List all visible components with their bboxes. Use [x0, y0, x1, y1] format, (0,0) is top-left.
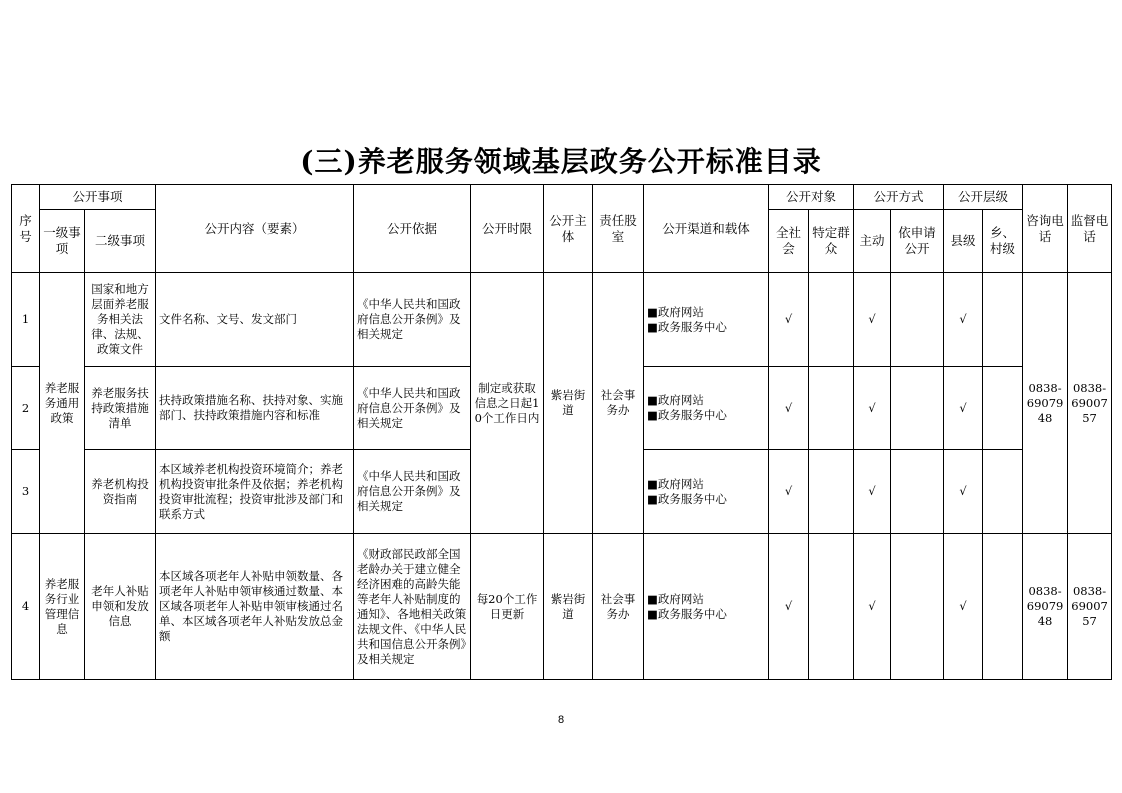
row-channels — [644, 450, 769, 534]
row-content: 扶持政策措施名称、扶持对象、实施部门、扶持政策措施内容和标准 — [156, 367, 354, 450]
row-seq: 4 — [12, 534, 40, 680]
row-supervise-phone: 0838-6900757 — [1068, 534, 1112, 680]
header-level-group: 公开层级 — [944, 185, 1023, 210]
row-method-active: √ — [854, 450, 891, 534]
row-method-active: √ — [854, 273, 891, 367]
row-seq: 3 — [12, 450, 40, 534]
header-dept: 责任股室 — [593, 185, 644, 273]
header-content: 公开内容（要素） — [156, 185, 354, 273]
row-level1: 养老服务通用政策 — [40, 273, 85, 534]
channel-item: ■政务服务中心 — [647, 491, 727, 506]
row-basis: 《中华人民共和国政府信息公开条例》及相关规定 — [354, 273, 471, 367]
header-method-apply: 依申请公开 — [891, 210, 944, 273]
page-title: (三)养老服务领域基层政务公开标准目录 — [300, 145, 822, 178]
row-method-apply — [891, 534, 944, 680]
table-row — [12, 273, 1112, 367]
channel-item: ■政府网站 — [647, 476, 704, 491]
row-method-apply — [891, 450, 944, 534]
header-seq: 序号 — [12, 185, 40, 273]
header-consult-phone: 咨询电话 — [1023, 185, 1068, 273]
header-supervise-phone: 监督电话 — [1068, 185, 1112, 273]
row-level-county: √ — [944, 450, 983, 534]
channel-item: ■政务服务中心 — [647, 408, 727, 422]
row-seq: 2 — [12, 367, 40, 450]
page-number: 8 — [557, 714, 565, 726]
channel-item: ■政务服务中心 — [647, 606, 727, 621]
row-level-town — [983, 273, 1023, 367]
header-target-all: 全社会 — [769, 210, 809, 273]
row-level-town — [983, 534, 1023, 680]
row-dept: 社会事务办 — [593, 534, 644, 680]
row-level1: 养老服务行业管理信息 — [40, 534, 85, 680]
row-level2: 老年人补贴申领和发放信息 — [85, 534, 156, 680]
table-row — [12, 534, 1112, 680]
row-level-county: √ — [944, 273, 983, 367]
row-time: 每20个工作日更新 — [471, 534, 544, 680]
channel-item: ■政府网站 — [647, 304, 704, 319]
row-method-apply — [891, 273, 944, 367]
row-target-specific — [809, 273, 854, 367]
header-subject: 公开主体 — [544, 185, 593, 273]
row-subject: 紫岩街道 — [544, 534, 593, 680]
row-level-town — [983, 367, 1023, 450]
row-target-all: √ — [769, 273, 809, 367]
row-level2: 养老机构投资指南 — [85, 450, 156, 534]
header-method-active: 主动 — [854, 210, 891, 273]
row-target-all: √ — [769, 534, 809, 680]
row-target-specific — [809, 534, 854, 680]
row-consult-phone: 0838-6907948 — [1023, 273, 1068, 534]
row-target-all: √ — [769, 450, 809, 534]
channel-item: ■政务服务中心 — [647, 319, 727, 334]
row-time: 制定或获取信息之日起10个工作日内 — [471, 273, 544, 534]
row-channels — [644, 273, 769, 367]
row-content: 文件名称、文号、发文部门 — [156, 273, 354, 367]
channel-item: ■政府网站 — [647, 591, 704, 606]
row-target-specific — [809, 367, 854, 450]
row-level-town — [983, 450, 1023, 534]
channel-item: ■政府网站 — [647, 393, 704, 407]
row-basis: 《中华人民共和国政府信息公开条例》及相关规定 — [354, 450, 471, 534]
header-level2: 二级事项 — [85, 210, 156, 273]
row-level-county: √ — [944, 534, 983, 680]
row-consult-phone: 0838-6907948 — [1023, 534, 1068, 680]
header-channel: 公开渠道和载体 — [644, 185, 769, 273]
row-content: 本区域养老机构投资环境简介；养老机构投资审批条件及依据；养老机构投资审批流程；投资审批涉及部门和联系方式 — [156, 450, 354, 534]
row-target-all: √ — [769, 367, 809, 450]
row-seq: 1 — [12, 273, 40, 367]
row-target-specific — [809, 450, 854, 534]
header-item-group: 公开事项 — [40, 185, 156, 210]
row-channels — [644, 534, 769, 680]
header-level-town: 乡、村级 — [983, 210, 1023, 273]
row-level2: 国家和地方层面养老服务相关法律、法规、政策文件 — [85, 273, 156, 367]
catalog-table — [11, 184, 1112, 680]
header-method-group: 公开方式 — [854, 185, 944, 210]
row-channels — [644, 367, 769, 450]
row-basis: 《财政部民政部全国老龄办关于建立健全经济困难的高龄失能等老年人补贴制度的通知》、各地相关政策法规文件、《中华人民共和国信息公开条例》及相关规定 — [354, 534, 471, 680]
row-dept: 社会事务办 — [593, 273, 644, 534]
row-level2: 养老服务扶持政策措施清单 — [85, 367, 156, 450]
row-method-active: √ — [854, 367, 891, 450]
header-level-county: 县级 — [944, 210, 983, 273]
row-method-active: √ — [854, 534, 891, 680]
header-level1: 一级事项 — [40, 210, 85, 273]
header-target-specific: 特定群众 — [809, 210, 854, 273]
header-time: 公开时限 — [471, 185, 544, 273]
header-target-group: 公开对象 — [769, 185, 854, 210]
header-basis: 公开依据 — [354, 185, 471, 273]
row-method-apply — [891, 367, 944, 450]
row-level-county: √ — [944, 367, 983, 450]
row-subject: 紫岩街道 — [544, 273, 593, 534]
row-basis: 《中华人民共和国政府信息公开条例》及相关规定 — [354, 367, 471, 450]
row-supervise-phone: 0838-6900757 — [1068, 273, 1112, 534]
row-content: 本区域各项老年人补贴申领数量、各项老年人补贴申领审核通过数量、本区域各项老年人补贴申领审核通过名单、本区域各项老年人补贴发放总金额 — [156, 534, 354, 680]
